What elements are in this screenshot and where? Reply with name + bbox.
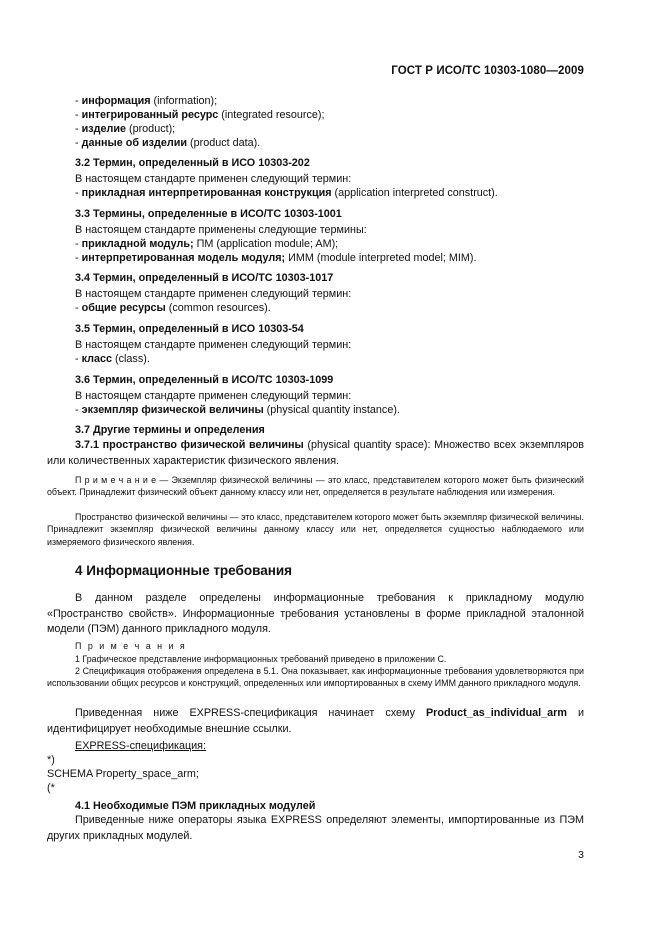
list-item: - прикладной модуль; ПМ (application module; AM);	[75, 238, 339, 250]
note-paragraph: П р и м е ч а н и е — Экземпляр физической величины — это класс, представителем которого может быть физический объект. Принадлежит физический объект данному классу или нет, определяется в результате наблюдения или измерения.	[47, 475, 584, 498]
note-paragraph: Пространство физической величины — это класс, представителем которого может быть экземпляр физической величины. Принадлежит экземпляр физической величины данному классу или нет, определяется сущностью наблюдаемого или измеряемого физического явления.	[47, 512, 584, 547]
section-heading-3-4: 3.4 Термин, определенный в ИСО/ТС 10303-1017	[75, 272, 334, 284]
note-paragraph: 2 Спецификация отображения определена в 5.1. Она показывает, как информационные требования удовлетворяются при использовании общих ресурсов и конструкций, определенных или импортированных в схему ИММ данного прикладного модуля.	[47, 666, 584, 689]
section-heading-3-5: 3.5 Термин, определенный в ИСО 10303-54	[75, 323, 304, 335]
express-spec-label: EXPRESS-спецификация:	[75, 740, 207, 752]
section-intro: В настоящем стандарте применен следующий термин:	[75, 339, 352, 351]
list-item: - данные об изделии (product data).	[75, 137, 261, 149]
section-intro: В настоящем стандарте применен следующий термин:	[75, 390, 352, 402]
list-item: - общие ресурсы (common resources).	[75, 302, 271, 314]
section-heading-3-6: 3.6 Термин, определенный в ИСО/ТС 10303-1099	[75, 374, 334, 386]
section-heading-4: 4 Информационные требования	[75, 563, 293, 578]
section-heading-3-7: 3.7 Другие термины и определения	[75, 424, 265, 436]
code-line: SCHEMA Property_space_arm;	[47, 768, 199, 780]
notes-title: П р и м е ч а н и я	[75, 641, 187, 651]
section-intro: В настоящем стандарте применен следующий термин:	[75, 288, 352, 300]
section-heading-4-1: 4.1 Необходимые ПЭМ прикладных модулей	[75, 800, 316, 812]
section-intro: В настоящем стандарте применен следующий термин:	[75, 173, 352, 185]
list-item: - класс (class).	[75, 353, 150, 365]
list-item: - информация (information);	[75, 95, 218, 107]
section-heading-3-2: 3.2 Термин, определенный в ИСО 10303-202	[75, 157, 310, 169]
body-paragraph: Приведенные ниже операторы языка EXPRESS определяют элементы, импортированные из ПЭМ других прикладных модулей.	[47, 814, 584, 842]
section-intro: В настоящем стандарте применены следующие термины:	[75, 224, 367, 236]
body-paragraph: В данном разделе определены информационные требования к прикладному модулю «Пространство свойств». Информационные требования установлены в форме прикладной эталонной модели (ПЭМ) данного прикладного модуля.	[47, 592, 584, 635]
document-id-header: ГОСТ Р ИСО/ТС 10303-1080—2009	[391, 65, 584, 77]
list-item: - экземпляр физической величины (physical quantity instance).	[75, 404, 400, 416]
body-paragraph: Приведенная ниже EXPRESS-спецификация начинает схему Product_as_individual_arm и идентифицирует необходимые внешние ссылки.	[47, 707, 584, 735]
list-item: - прикладная интерпретированная конструкция (application interpreted construct).	[75, 187, 498, 199]
section-heading-3-3: 3.3 Термины, определенные в ИСО/ТС 10303-1001	[75, 208, 342, 220]
code-line: (*	[47, 782, 55, 794]
list-item: - изделие (product);	[75, 123, 176, 135]
definition-paragraph: 3.7.1 пространство физической величины (physical quantity space): Множество всех экземпляров или количественных характеристик физического явления.	[47, 439, 584, 467]
list-item: - интерпретированная модель модуля; ИММ (module interpreted model; MIM).	[75, 252, 477, 264]
page-number: 3	[578, 849, 584, 861]
list-item: - интегрированный ресурс (integrated resource);	[75, 109, 325, 121]
note-paragraph: 1 Графическое представление информационных требований приведено в приложении С.	[75, 654, 447, 664]
code-line: *)	[47, 754, 55, 766]
